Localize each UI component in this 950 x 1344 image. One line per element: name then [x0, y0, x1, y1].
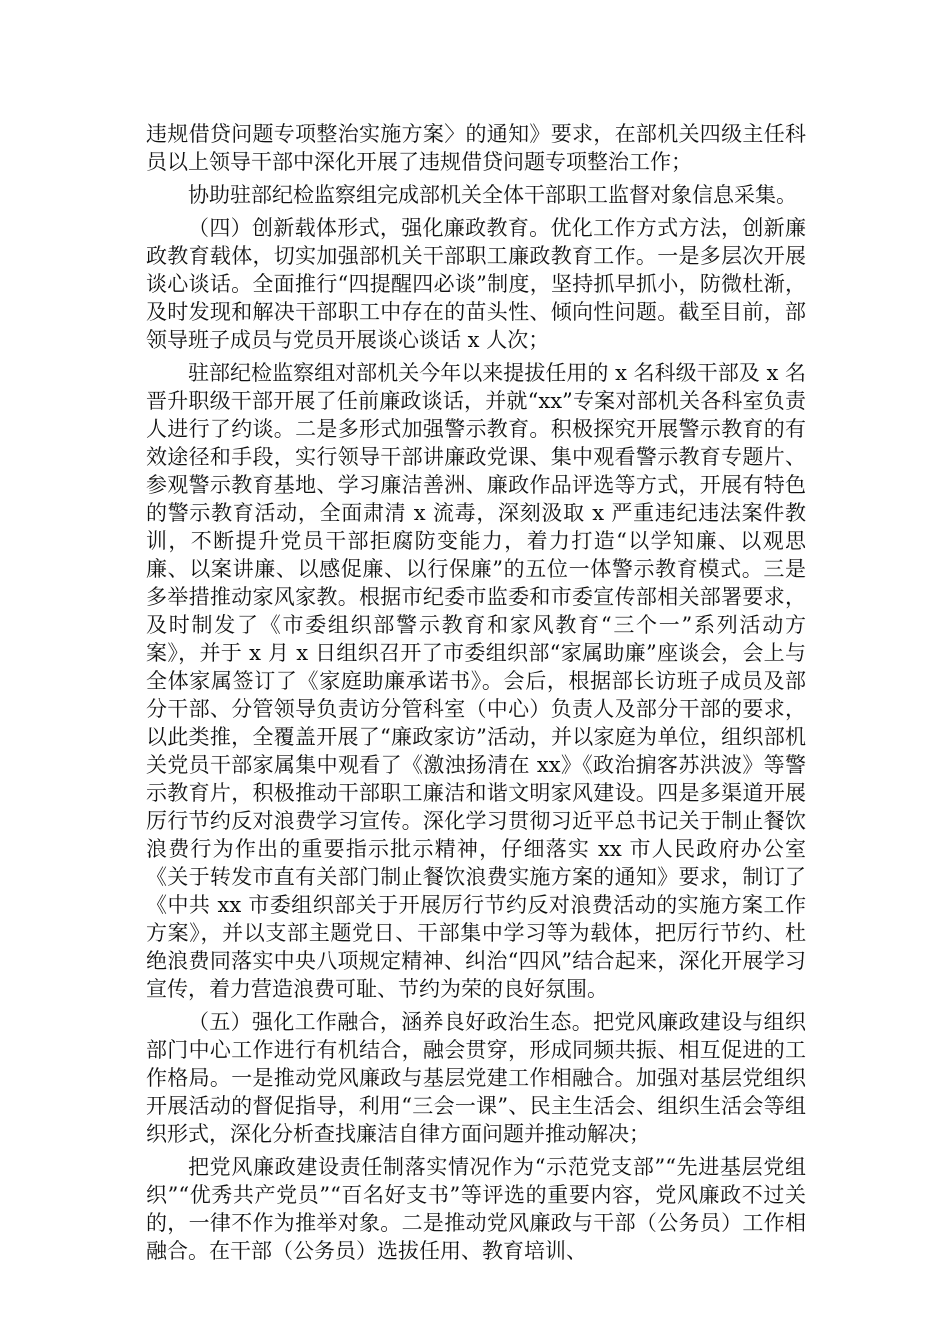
- paragraph-3: （四）创新载体形式，强化廉政教育。优化工作方式方法，创新廉政教育载体，切实加强部机关干部职工廉政教育工作。一是多层次开展谈心谈话。全面推行“四提醒四必谈”制度，坚持抓早抓小，防微杜渐，及时发现和解决干部职工中存在的苗头性、倾向性问题。截至目前，部领导班子成员与党员开展谈心谈话 x 人次；: [146, 216, 806, 352]
- document-body: [146, 120, 806, 1270]
- paragraph-5: （五）强化工作融合，涵养良好政治生态。把党风廉政建设与组织部门中心工作进行有机结合，融会贯穿，形成同频共振、相互促进的工作格局。一是推动党风廉政与基层党建工作相融合。加强对基层党组织开展活动的督促指导，利用“三会一课”、民主生活会、组织生活会等组织形式，深化分析查找廉洁自律方面问题并推动解决；: [146, 1010, 806, 1146]
- paragraph-2: 协助驻部纪检监察组完成部机关全体干部职工监督对象信息采集。: [188, 183, 797, 207]
- paragraph-6: 把党风廉政建设责任制落实情况作为“示范党支部”“先进基层党组织”“优秀共产党员”“百名好支书”等评选的重要内容，党风廉政不过关的，一律不作为推举对象。二是推动党风廉政与干部（公务员）工作相融合。在干部（公务员）选拔任用、教育培训、: [146, 1155, 806, 1263]
- paragraph-1: 违规借贷问题专项整治实施方案〉的通知》要求，在部机关四级主任科员以上领导干部中深化开展了违规借贷问题专项整治工作；: [146, 122, 806, 174]
- paragraph-4: 驻部纪检监察组对部机关今年以来提拔任用的 x 名科级干部及 x 名晋升职级干部开展了任前廉政谈话，并就“xx”专案对部机关各科室负责人进行了约谈。二是多形式加强警示教育。积极探究开展警示教育的有效途径和手段，实行领导干部讲廉政党课、集中观看警示教育专题片、参观警示教育基地、学习廉洁善洲、廉政作品评选等方式，开展有特色的警示教育活动，全面肃清 x 流毒，深刻汲取 x 严重违纪违法案件教训，不断提升党员干部拒腐防变能力，着力打造“以学知廉、以观思廉、以案讲廉、以感促廉、以行保廉”的五位一体警示教育模式。三是多举措推动家风家教。根据市纪委市监委和市委宣传部相关部署要求，及时制发了《市委组织部警示教育和家风教育“三个一”系列活动方案》，并于 x 月 x 日组织召开了市委组织部“家属助廉”座谈会，会上与全体家属签订了《家庭助廉承诺书》。会后，根据部长访班子成员及部分干部、分管领导负责访分管科室（中心）负责人及部分干部的要求，以此类推，全覆盖开展了“廉政家访”活动，并以家庭为单位，组织部机关党员干部家属集中观看了《激浊扬清在 xx》《政治掮客苏洪波》等警示教育片，积极推动干部职工廉洁和谐文明家风建设。四是多渠道开展厉行节约反对浪费学习宣传。深化学习贯彻习近平总书记关于制止餐饮浪费行为作出的重要指示批示精神，仔细落实 xx 市人民政府办公室《关于转发市直有关部门制止餐饮浪费实施方案的通知》要求，制订了《中共 xx 市委组织部关于开展厉行节约反对浪费活动的实施方案工作方案》，并以支部主题党日、干部集中学习等为载体，把厉行节约、杜绝浪费同落实中央八项规定精神、纠治“四风”结合起来，深化开展学习宣传，着力营造浪费可耻、节约为荣的良好氛围。: [146, 361, 806, 1001]
